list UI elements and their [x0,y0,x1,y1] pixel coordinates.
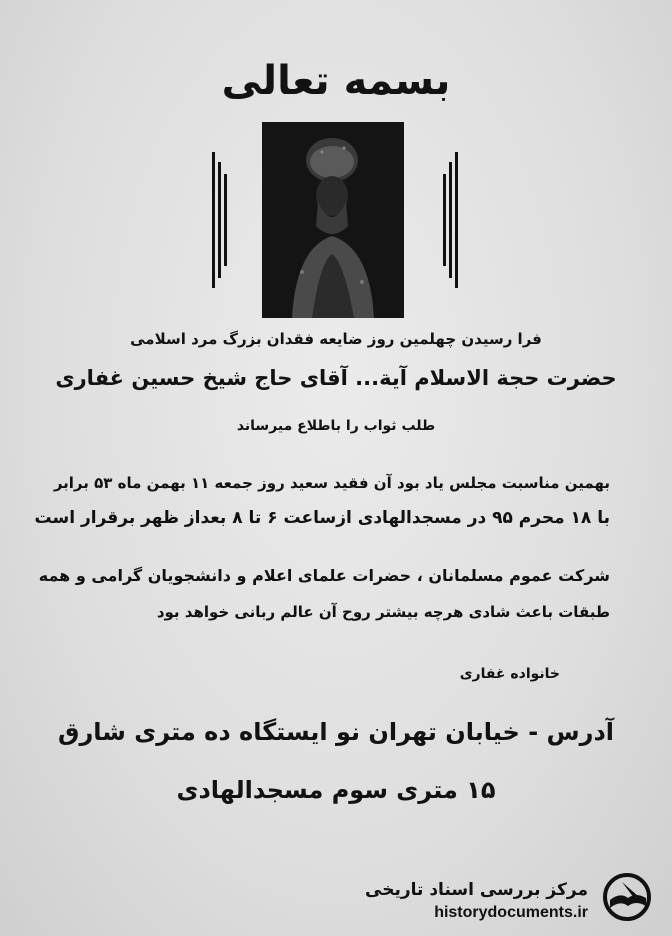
book-quill-logo-icon [598,872,656,922]
paragraph-line-1: بهمین مناسبت مجلس یاد بود آن فقید سعید روز جمعه ۱۱ بهمن ماه ۵۳ برابر [53,474,610,492]
archive-name: مرکز بررسی اسناد تاریخی [365,880,588,900]
paragraph-line-4: طبقات باعث شادی هرچه بیشتر روح آن عالم ربانی خواهد بود [156,603,610,621]
archive-url: historydocuments.ir [434,904,588,921]
portrait-frame [206,122,460,322]
family-signature: خانواده غفاری [459,666,560,682]
portrait-photo [262,122,404,318]
address-line-1: آدرس - خیابان تهران نو ایستگاه ده متری شارق [58,718,614,746]
paragraph-line-3: شرکت عموم مسلمانان ، حضرات علمای اعلام و دانشجویان گرامی و همه [38,566,610,585]
decorative-bars-right [440,152,458,288]
intro-line: فرا رسیدن چهلمین روز ضایعه فقدان بزرگ مرد اسلامی [130,330,542,348]
decorative-bars-left [212,152,230,288]
paragraph-line-2: با ۱۸ محرم ۹۵ در مسجدالهادی ازساعت ۶ تا ۸ بعداز ظهر برقرار است [34,508,610,528]
watermark-footer [360,868,660,928]
intro-closing-line: طلب ثواب را باطلاع میرساند [236,418,436,434]
honoree-name: حضرت حجة الاسلام آیة... آقای حاج شیخ حسین غفاری [55,366,617,390]
address-line-2: ۱۵ متری سوم مسجدالهادی [176,776,496,804]
basmala-heading: بسمه تعالی [221,58,451,104]
portrait-figure-icon [262,122,404,318]
